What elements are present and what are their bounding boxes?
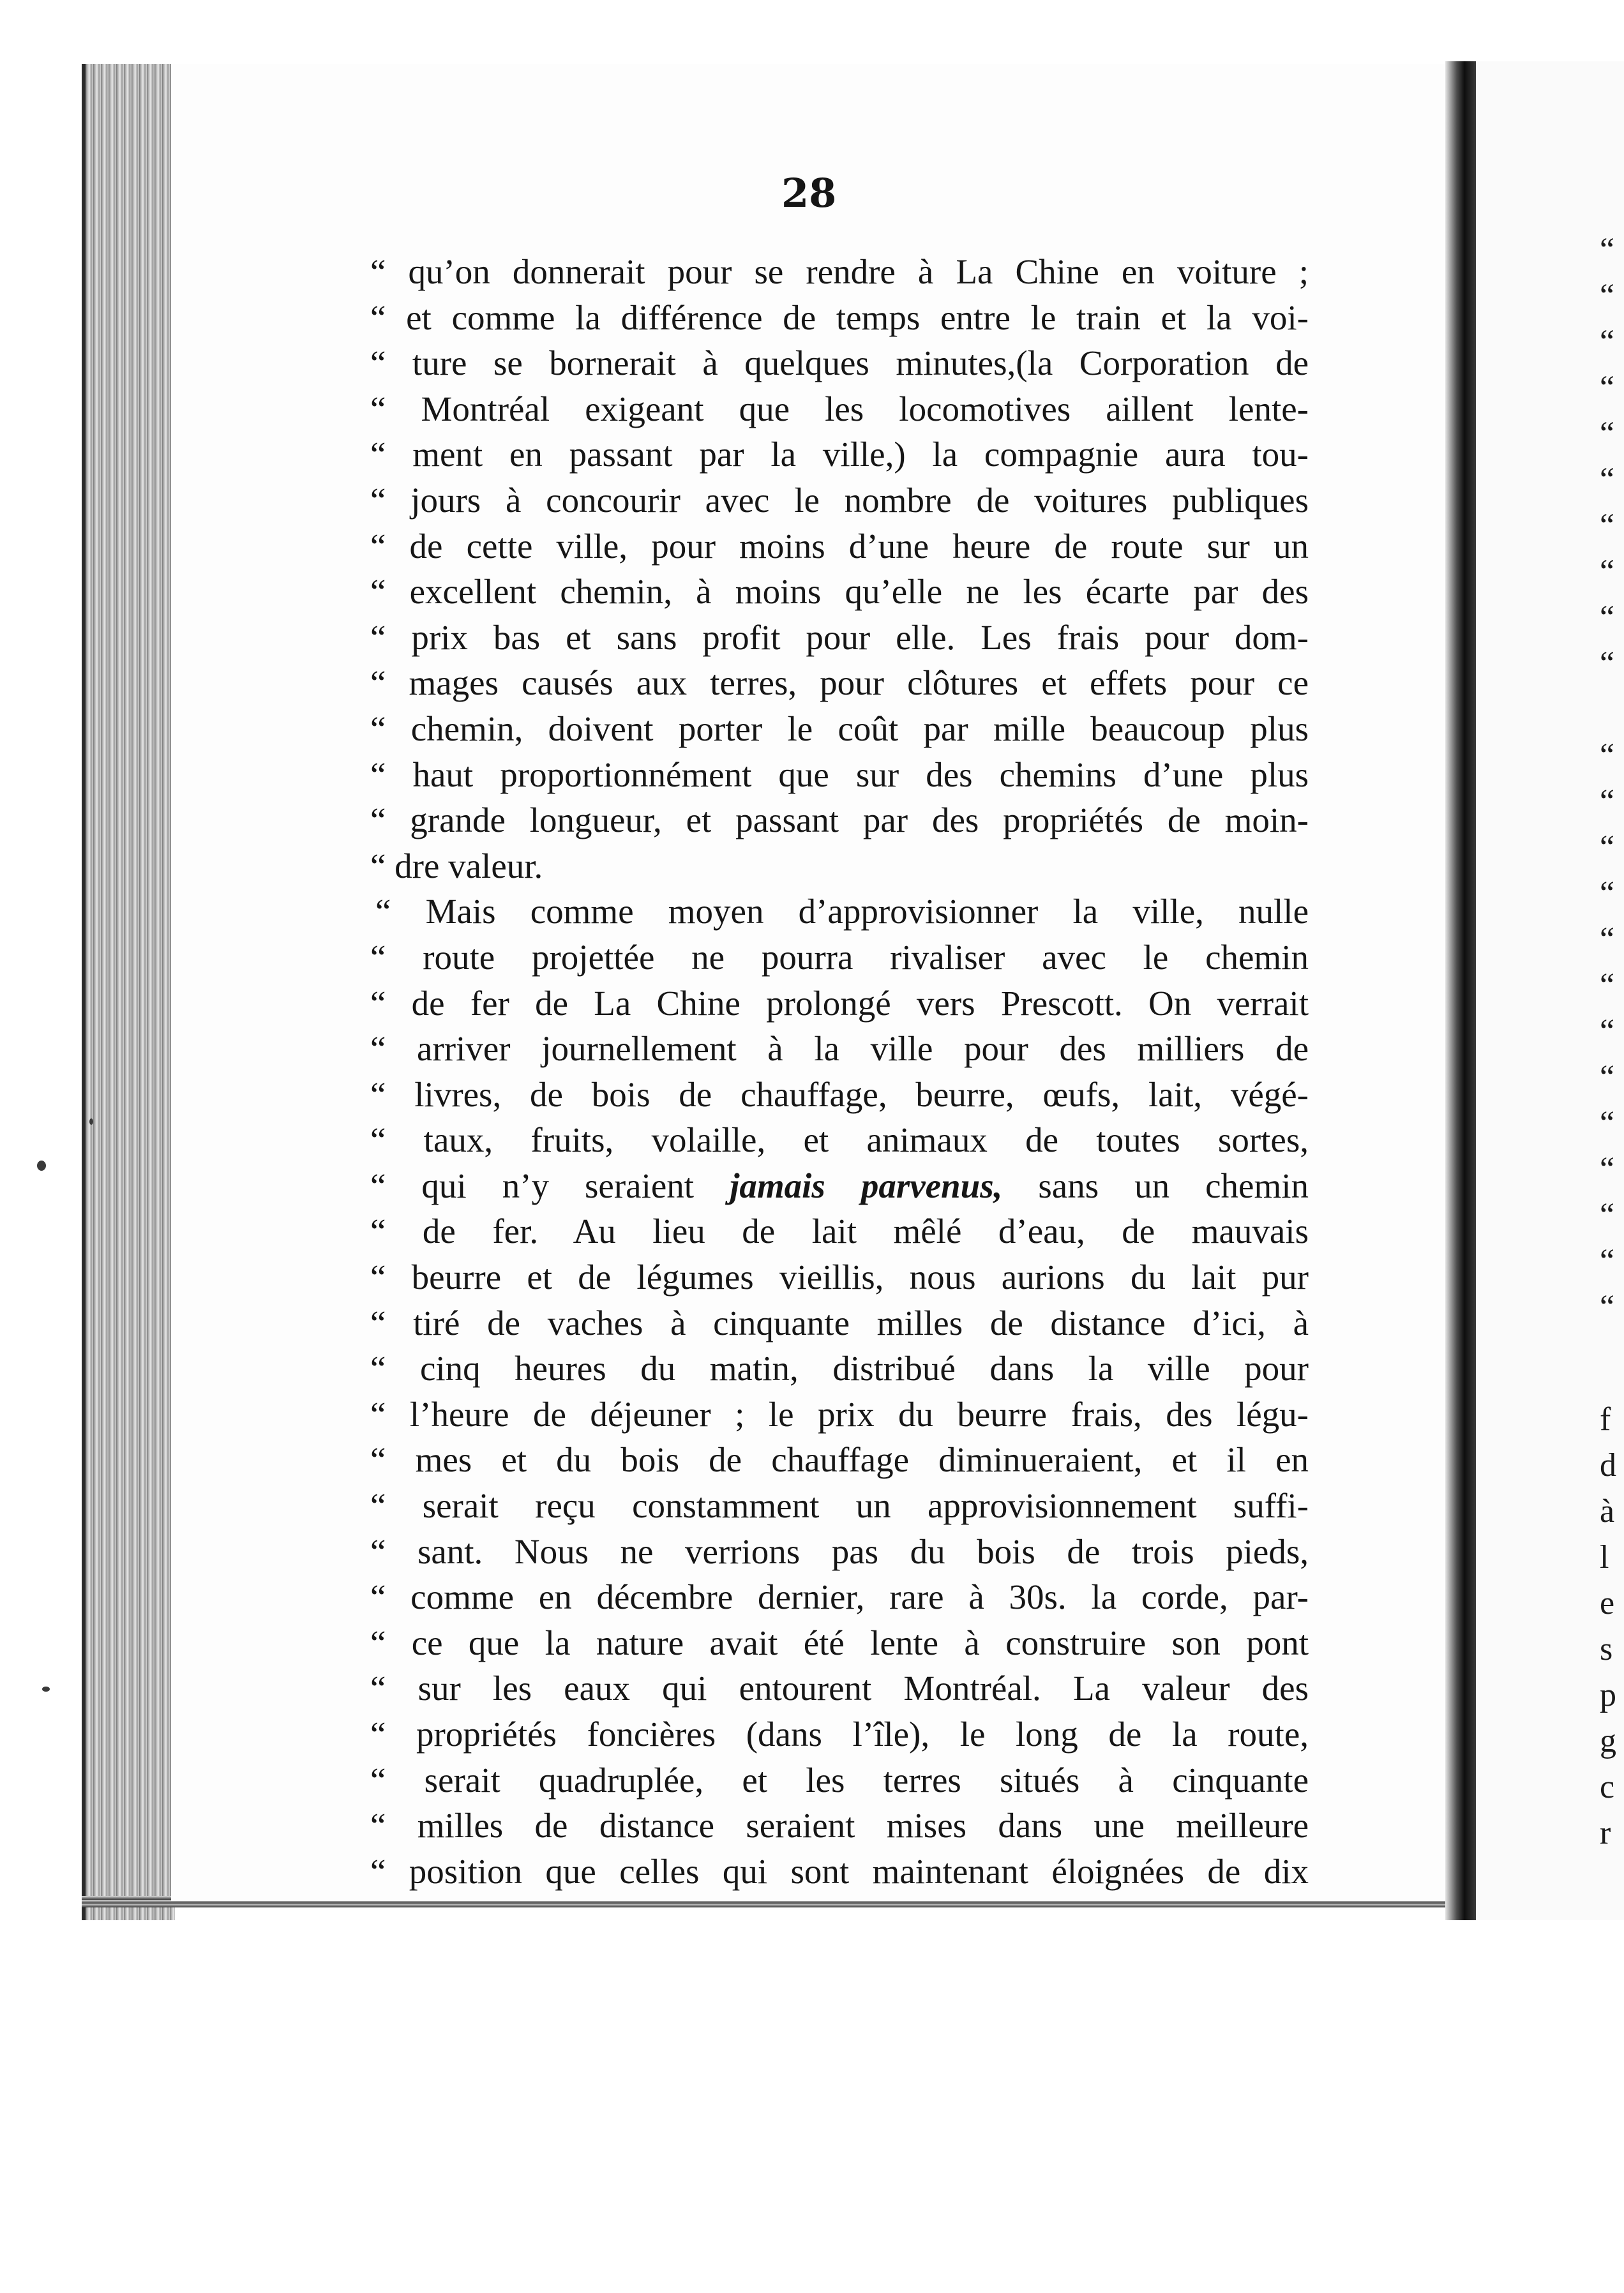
text-line: “ comme en décembre dernier, rare à 30s. la corde, par- [370, 1577, 1309, 1617]
page-number: 28 [781, 170, 837, 216]
facing-page-fragment: “ [1600, 875, 1615, 912]
facing-page-fragment: “ [1600, 737, 1615, 774]
facing-page-fragment: l [1600, 1539, 1609, 1575]
scan-speck [42, 1687, 50, 1692]
facing-page-fragment: c [1600, 1769, 1615, 1805]
text-line: “ de cette ville, pour moins d’une heure de route sur un [370, 526, 1309, 566]
facing-page-fragment: “ [1600, 1197, 1615, 1233]
facing-page-fragment: “ [1600, 278, 1615, 314]
text-line: “ livres, de bois de chauffage, beurre, œufs, lait, végé- [370, 1074, 1309, 1114]
scan-speck [37, 1161, 46, 1171]
text-line: “ propriétés foncières (dans l’île), le long de la route, [370, 1715, 1309, 1754]
text-line: “ Montréal exigeant que les locomotives aillent lente- [370, 389, 1309, 428]
facing-page-fragment: “ [1600, 1013, 1615, 1049]
text-line: “ haut proportionnément que sur des chemins d’une plus [370, 755, 1309, 794]
facing-page-fragment: “ [1600, 783, 1615, 820]
book-page-edges [82, 64, 175, 1920]
text-line: “ position que celles qui sont maintenant éloignées de dix [370, 1851, 1309, 1891]
facing-page-fragment: “ [1600, 645, 1615, 682]
text-line: “ milles de distance seraient mises dans une meilleure [370, 1806, 1309, 1846]
facing-page-fragment: e [1600, 1585, 1615, 1621]
facing-page-fragment: “ [1600, 921, 1615, 958]
body-text [370, 249, 1309, 1894]
text-line: “ cinq heures du matin, distribué dans la ville pour [370, 1349, 1309, 1388]
text-segment: “ qui n’y seraient [370, 1166, 695, 1205]
text-line: “ ce que la nature avait été lente à construire son pont [370, 1623, 1309, 1662]
text-line: “ excellent chemin, à moins qu’elle ne les écarte par des [370, 572, 1309, 612]
text-line: “ prix bas et sans profit pour elle. Les frais pour dom- [370, 617, 1309, 657]
text-line: “ dre valeur. [370, 846, 543, 885]
text-line: “ l’heure de déjeuner ; le prix du beurre frais, des légu- [370, 1394, 1309, 1434]
text-line: “ mes et du bois de chauffage diminueraient, et il en [370, 1440, 1309, 1480]
text-line: “ arriver journellement à la ville pour des milliers de [370, 1029, 1309, 1069]
facing-page-fragment: “ [1600, 553, 1615, 590]
facing-page-fragment: “ [1600, 507, 1615, 544]
text-segment: sans un chemin [1038, 1166, 1309, 1205]
facing-page-fragment: s [1600, 1631, 1613, 1667]
text-line: “ tiré de vaches à cinquante milles de distance d’ici, à [370, 1303, 1309, 1342]
facing-page-fragment: “ [1600, 1151, 1615, 1187]
facing-page-fragment: “ [1600, 1289, 1615, 1325]
text-line: “ ture se bornerait à quelques minutes,(la Corporation de [370, 343, 1309, 383]
facing-page-fragment: g [1600, 1723, 1616, 1759]
text-line: “ jours à concourir avec le nombre de voitures publiques [370, 480, 1309, 520]
text-line: “ de fer de La Chine prolongé vers Prescott. On verrait [370, 983, 1309, 1023]
text-line: “ serait quadruplée, et les terres situés à cinquante [370, 1760, 1309, 1800]
text-line: “ qu’on donnerait pour se rendre à La Chine en voiture ; [370, 252, 1309, 291]
facing-page-fragment: à [1600, 1493, 1615, 1530]
facing-page-fragment: “ [1600, 599, 1615, 636]
text-line: “ et comme la différence de temps entre le train et la voi- [370, 297, 1309, 337]
facing-page-fragment: “ [1600, 829, 1615, 866]
text-line: “ taux, fruits, volaille, et animaux de toutes sortes, [370, 1120, 1309, 1160]
text-line-with-emphasis [370, 1163, 1309, 1209]
facing-page-fragment: f [1600, 1401, 1611, 1438]
text-line: “ sur les eaux qui entourent Montréal. La valeur des [370, 1669, 1309, 1708]
facing-page-fragment: “ [1600, 1059, 1615, 1095]
emphasized-text: jamais parvenus, [730, 1166, 1003, 1205]
text-line: “ mages causés aux terres, pour clôtures et effets pour ce [370, 663, 1309, 703]
text-line: “ sant. Nous ne verrions pas du bois de trois pieds, [370, 1531, 1309, 1571]
facing-page-fragment: “ [1600, 1243, 1615, 1279]
facing-page-fragment: “ [1600, 967, 1615, 1004]
facing-page-fragment: p [1600, 1677, 1616, 1713]
book-gutter [1445, 61, 1476, 1920]
facing-page-fragment: “ [1600, 1105, 1615, 1141]
text-line: “ chemin, doivent porter le coût par mille beaucoup plus [370, 709, 1309, 748]
text-line: “ beurre et de légumes vieillis, nous aurions du lait pur [370, 1258, 1309, 1297]
facing-page-fragment: “ [1600, 232, 1615, 268]
text-line: “ route projettée ne pourra rivaliser avec le chemin [370, 937, 1309, 977]
scan-speck [89, 1118, 93, 1125]
facing-page-fragment: “ [1600, 370, 1615, 406]
facing-page-fragment: d [1600, 1447, 1616, 1484]
facing-page-fragment: “ [1600, 416, 1615, 452]
paragraph-start-line: “ Mais comme moyen d’approvisionner la ville, nulle [375, 892, 1309, 931]
text-line: “ ment en passant par la ville,) la compagnie aura tou- [370, 435, 1309, 474]
text-line: “ de fer. Au lieu de lait mêlé d’eau, de mauvais [370, 1212, 1309, 1251]
text-line: “ grande longueur, et passant par des propriétés de moin- [370, 801, 1309, 840]
facing-page-fragment: r [1600, 1815, 1611, 1851]
text-line: “ serait reçu constamment un approvisionnement suffi- [370, 1486, 1309, 1526]
facing-page-fragment: “ [1600, 462, 1615, 498]
facing-page-fragment: “ [1600, 324, 1615, 360]
